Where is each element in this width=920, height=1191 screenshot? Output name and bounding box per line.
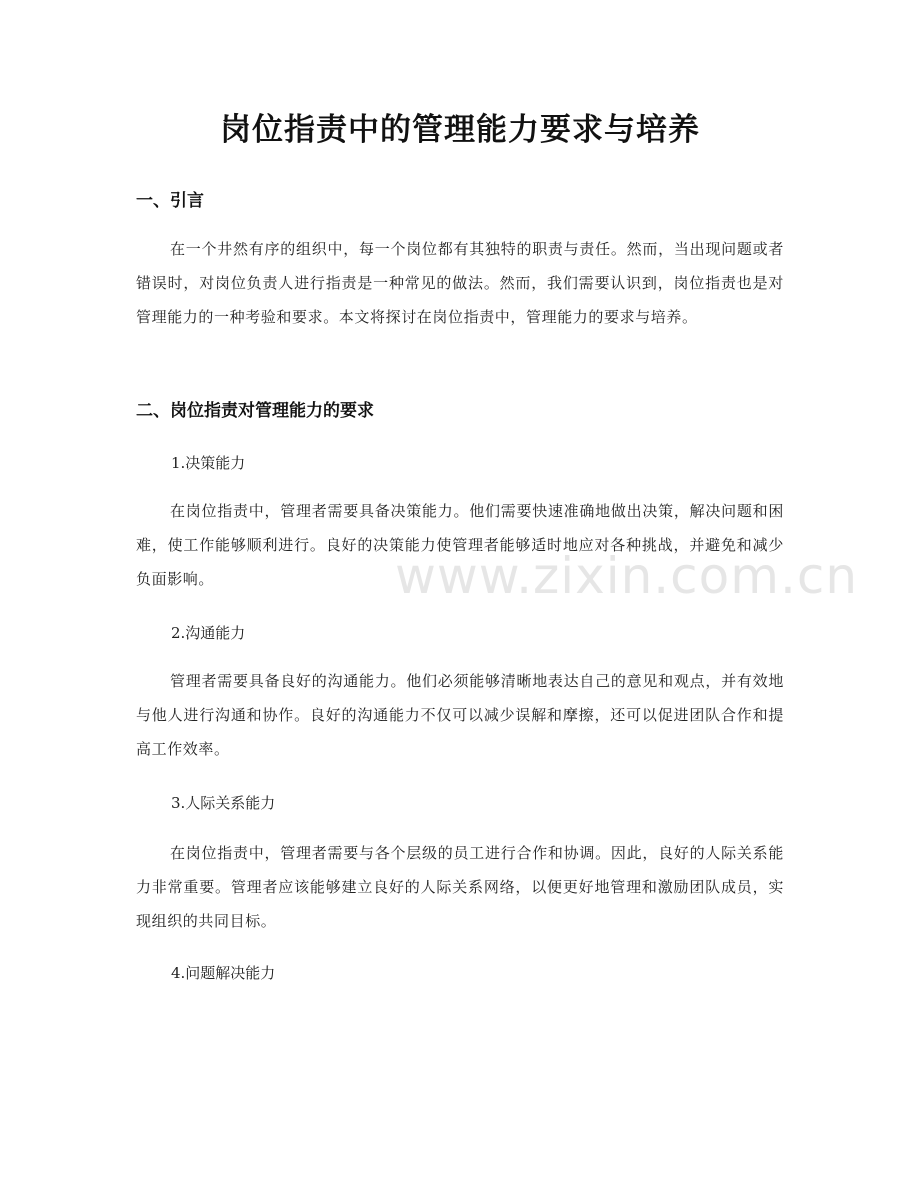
subsection-title-interpersonal: 3.人际关系能力 bbox=[171, 794, 276, 812]
subsection-title-problem-solving: 4.问题解决能力 bbox=[171, 964, 276, 982]
section-heading-intro: 一、引言 bbox=[136, 191, 204, 211]
interpersonal-paragraph: 在岗位指责中，管理者需要与各个层级的员工进行合作和协调。因此，良好的人际关系能力非常重要。管理者应该能够建立良好的人际关系网络，以便更好地管理和激励团队成员，实现组织的共同目标。 bbox=[136, 844, 784, 930]
communication-paragraph: 管理者需要具备良好的沟通能力。他们必须能够清晰地表达自己的意见和观点，并有效地与他人进行沟通和协作。良好的沟通能力不仅可以减少误解和摩擦，还可以促进团队合作和提高工作效率。 bbox=[136, 672, 784, 758]
decision-paragraph: 在岗位指责中，管理者需要具备决策能力。他们需要快速准确地做出决策，解决问题和困难，使工作能够顺利进行。良好的决策能力使管理者能够适时地应对各种挑战，并避免和减少负面影响。 bbox=[136, 502, 784, 588]
watermark: www.zixin.com.cn bbox=[395, 547, 859, 605]
intro-paragraph: 在一个井然有序的组织中，每一个岗位都有其独特的职责与责任。然而，当出现问题或者错误时，对岗位负责人进行指责是一种常见的做法。然而，我们需要认识到，岗位指责也是对管理能力的一种考验和要求。本文将探讨在岗位指责中，管理能力的要求与培养。 bbox=[136, 240, 784, 326]
page-title: 岗位指责中的管理能力要求与培养 bbox=[220, 112, 700, 148]
section-heading-requirements: 二、岗位指责对管理能力的要求 bbox=[136, 401, 374, 421]
subsection-title-communication: 2.沟通能力 bbox=[171, 624, 246, 642]
subsection-title-decision: 1.决策能力 bbox=[171, 454, 246, 472]
